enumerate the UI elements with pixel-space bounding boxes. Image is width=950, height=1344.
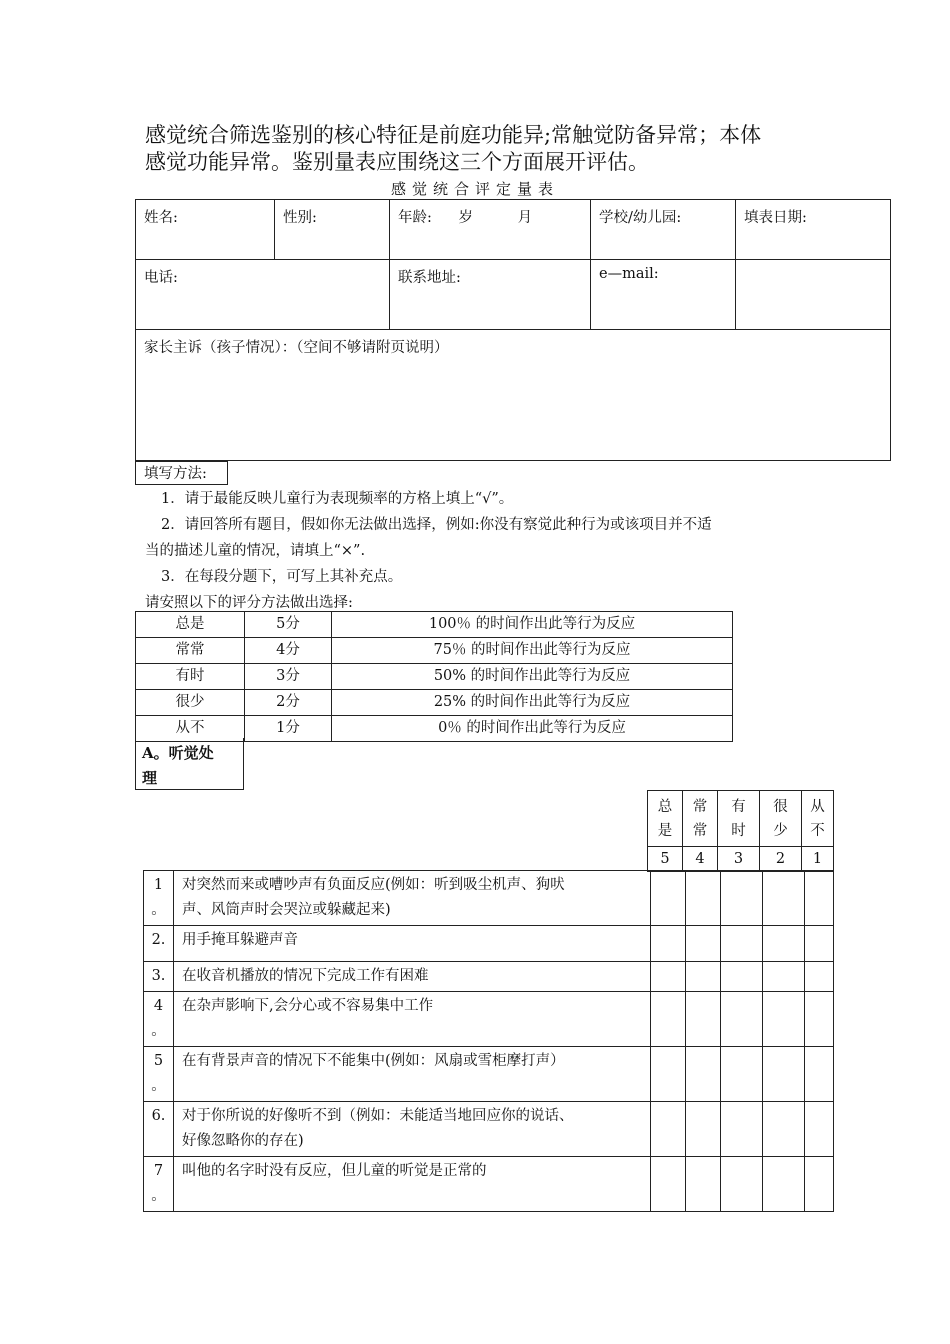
address-field[interactable] [390,260,591,330]
rating-cell[interactable] [721,1102,763,1157]
rating-cell[interactable] [686,962,721,992]
item-text: 在杂声影响下,会分心或不容易集中工作 [174,992,651,1047]
rating-cell[interactable] [805,992,834,1047]
scale-score: 3分 [245,664,332,690]
method-label: 填写方法: [135,461,228,485]
scale-desc: 50% 的时间作出此等行为反应 [332,664,733,690]
rating-cell[interactable] [686,1157,721,1212]
scale-freq: 从不 [136,716,245,742]
item-row [144,1102,834,1157]
rating-cell[interactable] [721,992,763,1047]
item-text: 对突然而来或嘈吵声有负面反应(例如：听到吸尘机声、狗吠 声、风筒声时会哭泣或躲藏起来) [174,871,651,926]
scale-score: 5分 [245,612,332,638]
rating-cell[interactable] [805,871,834,926]
rating-score: 5 [648,847,683,872]
info-table [135,199,891,461]
rating-cell[interactable] [763,1047,805,1102]
rating-header-table [647,790,834,872]
item-row [144,992,834,1047]
item-row [144,1157,834,1212]
scale-row [136,612,733,638]
complaint-label: 家长主诉（孩子情况）：（空间不够请附页说明） [144,340,449,356]
scale-freq: 常常 [136,638,245,664]
instruction-2b: 当的描述儿童的情况，请填上“×”. [145,543,366,559]
item-text: 对于你所说的好像听不到（例如：未能适当地回应你的说话、 好像忽略你的存在) [174,1102,651,1157]
item-number: 2. [144,926,174,962]
rating-header-sometimes: 有 时 [718,791,760,847]
intro-paragraph [145,122,825,176]
email-label: e—mail: [599,266,659,282]
rating-cell[interactable] [805,1157,834,1212]
rating-cell[interactable] [721,871,763,926]
scale-row [136,664,733,690]
rating-cell[interactable] [686,1102,721,1157]
item-number: 6. [144,1102,174,1157]
address-label: 联系地址: [398,270,461,286]
rating-cell[interactable] [651,1102,686,1157]
rating-cell[interactable] [805,926,834,962]
intro-line-1: 感觉统合筛选鉴别的核心特征是前庭功能异;常触觉防备异常；本体 [145,123,762,147]
email-value-field[interactable] [736,260,891,330]
instruction-3: 3．在每段分题下，可写上其补充点。 [161,569,403,585]
rating-cell[interactable] [651,992,686,1047]
rating-cell[interactable] [721,962,763,992]
rating-header-often: 常 常 [683,791,718,847]
rating-cell[interactable] [651,926,686,962]
school-field[interactable] [591,200,736,260]
complaint-field[interactable] [136,330,891,461]
scale-score: 4分 [245,638,332,664]
rating-score: 1 [802,847,834,872]
scale-row [136,690,733,716]
rating-cell[interactable] [721,1157,763,1212]
age-label: 年龄: [398,210,432,226]
rating-score: 4 [683,847,718,872]
item-text: 叫他的名字时没有反应，但儿童的听觉是正常的 [174,1157,651,1212]
rating-cell[interactable] [763,992,805,1047]
item-text: 在有背景声音的情况下不能集中(例如：风扇或雪柜摩打声） [174,1047,651,1102]
item-text: 用手掩耳躲避声音 [174,926,651,962]
rating-cell[interactable] [651,1157,686,1212]
scoring-scale-table [135,611,733,742]
rating-cell[interactable] [651,871,686,926]
scale-freq: 很少 [136,690,245,716]
age-field[interactable] [390,200,591,260]
item-row [144,1047,834,1102]
rating-cell[interactable] [651,1047,686,1102]
scale-freq: 有时 [136,664,245,690]
intro-line-2: 感觉功能异常。鉴别量表应围绕这三个方面展开评估。 [145,150,649,174]
item-row [144,962,834,992]
rating-cell[interactable] [686,1047,721,1102]
rating-cell[interactable] [805,1102,834,1157]
rating-cell[interactable] [763,926,805,962]
email-field[interactable] [591,260,736,330]
items-table [143,870,834,1212]
rating-score: 2 [760,847,802,872]
scale-desc: 75％ 的时间作出此等行为反应 [332,638,733,664]
section-a-title [135,738,244,790]
scale-row [136,638,733,664]
item-number: 7 。 [144,1157,174,1212]
item-text: 在收音机播放的情况下完成工作有困难 [174,962,651,992]
scale-score: 2分 [245,690,332,716]
rating-score: 3 [718,847,760,872]
rating-cell[interactable] [763,1102,805,1157]
item-number: 4 。 [144,992,174,1047]
age-year-label: 岁 [458,210,473,226]
rating-cell[interactable] [805,962,834,992]
rating-cell[interactable] [686,871,721,926]
name-label: 姓名: [144,210,178,226]
gender-field[interactable] [275,200,390,260]
instruction-2a: 2．请回答所有题目，假如你无法做出选择，例如:你没有察觉此种行为或该项目并不适 [161,517,712,533]
instruction-1: 1．请于最能反映儿童行为表现频率的方格上填上“√”。 [161,491,514,507]
date-label: 填表日期: [744,210,807,226]
rating-header-always: 总 是 [648,791,683,847]
rating-cell[interactable] [763,871,805,926]
date-field[interactable] [736,200,891,260]
scoring-intro: 请安照以下的评分方法做出选择: [145,595,353,611]
scale-freq: 总是 [136,612,245,638]
instructions [145,486,825,616]
item-number: 1 。 [144,871,174,926]
rating-cell[interactable] [763,962,805,992]
scale-desc: 0％ 的时间作出此等行为反应 [332,716,733,742]
age-month-label: 月 [517,210,533,226]
rating-header-rarely: 很 少 [760,791,802,847]
rating-cell[interactable] [721,926,763,962]
name-field[interactable] [136,200,275,260]
item-number: 5 。 [144,1047,174,1102]
scale-score: 1分 [245,716,332,742]
item-number: 3. [144,962,174,992]
rating-cell[interactable] [686,992,721,1047]
item-row [144,871,834,926]
rating-cell[interactable] [763,1157,805,1212]
rating-header-never: 从 不 [802,791,834,847]
section-a-title-line2: 理 [142,769,158,787]
scale-desc: 25% 的时间作出此等行为反应 [332,690,733,716]
phone-label: 电话: [144,270,178,286]
scale-desc: 100％ 的时间作出此等行为反应 [332,612,733,638]
section-a-title-line1: A。听觉处 [142,744,214,762]
phone-field[interactable] [136,260,390,330]
rating-cell[interactable] [651,962,686,992]
form-title: 感觉统合评定量表 [390,180,559,198]
gender-label: 性别: [283,210,317,226]
rating-cell[interactable] [805,1047,834,1102]
rating-cell[interactable] [686,926,721,962]
school-label: 学校/幼儿园: [599,210,682,226]
rating-cell[interactable] [721,1047,763,1102]
item-row [144,926,834,962]
